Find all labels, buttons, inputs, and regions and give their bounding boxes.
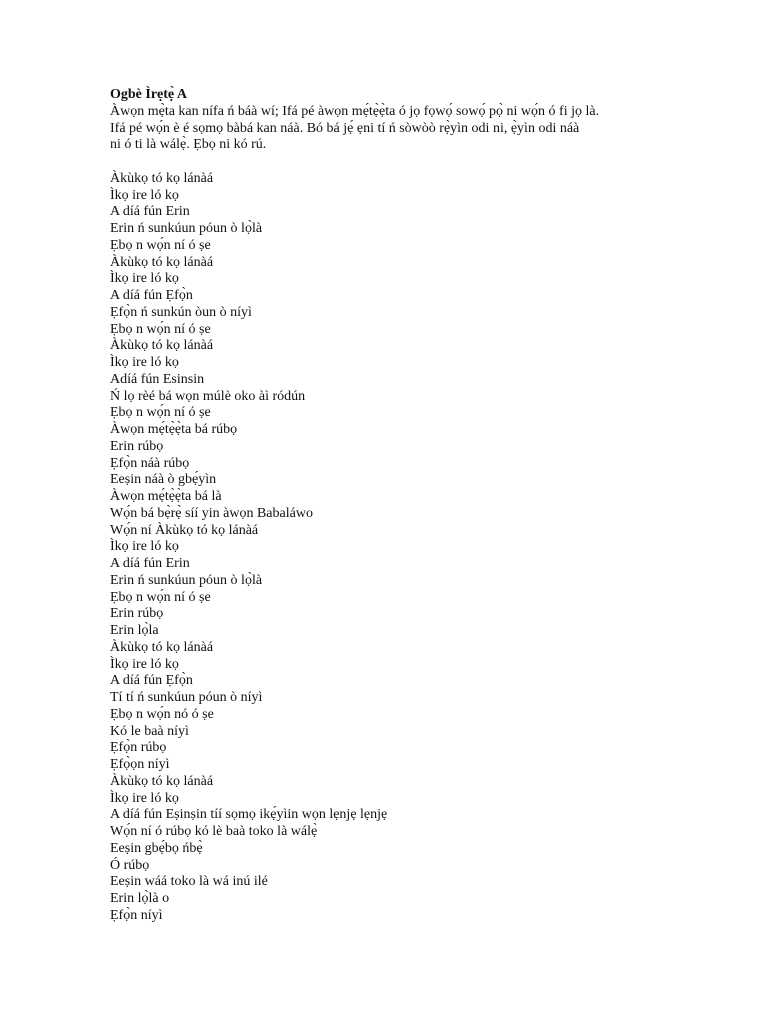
verse-line: Eeṣin wáá toko là wá inú ilé bbox=[110, 874, 268, 890]
verse-line: Ẹfọ̀n rúbọ bbox=[110, 740, 167, 756]
verse-line: Ẹfọ̀n náà rúbọ bbox=[110, 455, 190, 471]
verse-line: Ẹbọ n wọ́n ní ó ṣe bbox=[110, 237, 211, 253]
verse-line: Àwọn mẹ́tẹ̀ẹ̀ta bá rúbọ bbox=[110, 422, 238, 437]
verse-line: Àkùkọ tó kọ lánàá bbox=[110, 773, 214, 789]
document-title: Ogbè Ìrẹtẹ̀ A bbox=[110, 87, 187, 102]
verse-line: Ẹfọ̀n níyì bbox=[110, 907, 163, 923]
verse-line: Ẹbọ n wọ́n nó ó ṣe bbox=[110, 706, 214, 722]
verse-line: Àkùkọ tó kọ lánàá bbox=[110, 338, 214, 354]
verse-line: Kó le baà níyì bbox=[110, 723, 189, 739]
verse-line: Àkùkọ tó kọ lánàá bbox=[110, 170, 214, 186]
verse-line: Eeṣin gbẹ́bọ ńbẹ̀ bbox=[110, 840, 203, 856]
verse-line: Ẹbọ n wọ́n ní ó ṣe bbox=[110, 589, 211, 605]
verse-line: Àwọn mẹ́tẹ̀ẹ̀ta bá là bbox=[110, 489, 222, 504]
verse-line: A díá fún Eṣinṣin tíí sọmọ ikẹ́yìin wọn lẹnjẹ lẹnjẹ bbox=[110, 807, 388, 823]
verse-line: Wọ́n bá bẹ̀rẹ̀ síí yin àwọn Babaláwo bbox=[110, 505, 313, 521]
verse-line: A díá fún Erin bbox=[110, 204, 190, 220]
intro-line: ni ó ti là wálẹ̀. Ẹbọ ni kó rú. bbox=[110, 137, 267, 153]
verse-line: Ìkọ ire ló kọ bbox=[110, 187, 179, 203]
document-body bbox=[110, 87, 710, 925]
verse-line: Ń lọ rèé bá wọn múlè oko àì ródún bbox=[110, 388, 306, 404]
verse-line: A díá fún Erin bbox=[110, 556, 190, 571]
intro-line: Àwọn mẹ̀ta kan nífa ń báà wí; Ifá pé àwọn mẹ́tẹ̀ẹ̀ta ó jọ fọwọ́ sowọ́ pọ̀ ni wọ́n ó fi jọ là. bbox=[110, 103, 600, 119]
verse-line: A díá fún Ẹfọ̀n bbox=[110, 673, 193, 689]
verse-line: Erin rúbọ bbox=[110, 438, 164, 454]
verse-line: Ẹbọ n wọ́n ní ó ṣe bbox=[110, 405, 211, 421]
verse-line: A díá fún Ẹfọ̀n bbox=[110, 288, 193, 303]
verse-line: Erin lọ̀la bbox=[110, 623, 159, 638]
verse-line: Ìkọ ire ló kọ bbox=[110, 539, 179, 555]
verse-line: Ìkọ ire ló kọ bbox=[110, 656, 179, 672]
verse-line: Ìkọ ire ló kọ bbox=[110, 355, 179, 370]
verse-line: Ìkọ ire ló kọ bbox=[110, 790, 179, 806]
paragraph-spacer bbox=[110, 154, 710, 171]
verse-line: Wọ́n ní ó rúbọ kó lè baà toko là wálẹ̀ bbox=[110, 824, 318, 839]
verse-line: Adíá fún Esinsin bbox=[110, 371, 205, 387]
verse-line: Erin lọ̀là o bbox=[110, 891, 170, 906]
verse-line: Ẹfọ̀ọn níyì bbox=[110, 757, 170, 772]
verse-line: Wọ́n ní Àkùkọ tó kọ lánàá bbox=[110, 522, 259, 538]
verse-line: Àkùkọ tó kọ lánàá bbox=[110, 254, 214, 270]
intro-line: Ifá pé wọ́n è é sọmọ bàbá kan náà. Bó bá jẹ́ ẹni tí ń sòwòò rẹ̀yìn odi ni, ẹ̀yìn odi náà bbox=[110, 120, 580, 136]
verse-line: Erin rúbọ bbox=[110, 606, 164, 622]
verse-line: Ó rúbọ bbox=[110, 857, 150, 873]
verse-line: Ìkọ ire ló kọ bbox=[110, 271, 179, 287]
verse-line: Ẹbọ n wọ́n ní ó ṣe bbox=[110, 321, 211, 337]
verse-line: Eeṣin náà ò gbẹ́yìn bbox=[110, 472, 217, 488]
verse-line: Ẹfọ̀n ń sunkún òun ò níyì bbox=[110, 304, 252, 320]
verse-line: Erin ń sunkúun póun ò lọ̀là bbox=[110, 572, 263, 588]
verse-line: Erin ń sunkúun póun ò lọ̀là bbox=[110, 221, 263, 236]
verse-line: Tí tí ń sunkúun póun ò níyì bbox=[110, 690, 263, 705]
verse-line: Àkùkọ tó kọ lánàá bbox=[110, 639, 214, 655]
